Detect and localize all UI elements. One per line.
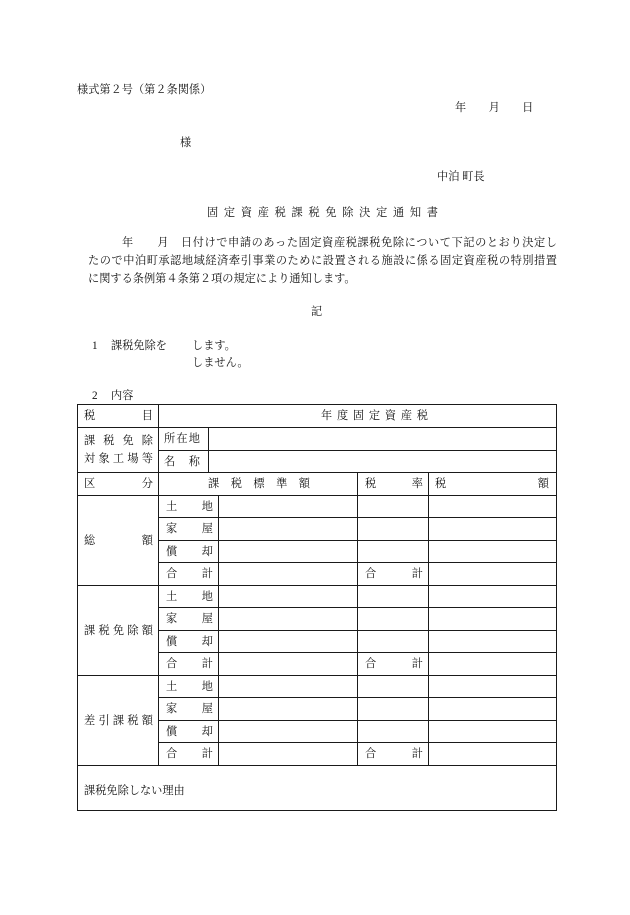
land-label: 土 地 <box>166 500 213 513</box>
location-row <box>78 428 557 451</box>
tax-rate-cell <box>358 586 429 608</box>
tax-base-cell <box>219 698 358 721</box>
target-factory-label-line-1: 課 税 免 除 <box>84 435 153 447</box>
body-line-1: 年 月 日付けで申請のあった固定資産税課税免除について下記のとおり決定し <box>122 237 557 249</box>
row-label-cell <box>159 631 219 653</box>
tax-rate-cell <box>358 653 429 676</box>
tax-base-cell <box>219 676 358 698</box>
issuer-name: 中泊 町長 <box>437 171 485 183</box>
tax-amount-cell <box>429 653 557 676</box>
target-factory-label-line-2: 対象工場等 <box>84 453 153 465</box>
name-label-cell <box>159 451 209 473</box>
tax-base-cell <box>219 653 358 676</box>
note-heading: 記 <box>311 306 323 318</box>
tax-rate-cell <box>358 608 429 631</box>
tax-base-cell <box>219 496 358 518</box>
reason-cell <box>78 766 557 811</box>
tax-base-cell <box>219 631 358 653</box>
tax-item-value: 年 度 固 定 資 産 税 <box>321 410 428 422</box>
body-text <box>88 234 557 288</box>
tax-amount-cell <box>429 496 557 518</box>
row-label-cell <box>159 676 219 698</box>
tax-amount-cell <box>429 698 557 721</box>
tax-rate-cell <box>358 541 429 563</box>
exemption-amount-land-row <box>78 586 557 608</box>
form-number-label: 様式第２号（第２条関係） <box>77 84 212 96</box>
tax-base-cell <box>219 541 358 563</box>
tax-rate-header: 税 率 <box>365 478 423 490</box>
item1-label: 課税免除を <box>111 340 167 352</box>
row-label-cell <box>159 518 219 541</box>
tax-base-cell <box>219 563 358 586</box>
item2-number: 2 <box>92 390 98 402</box>
body-line-2: たので中泊町承認地域経済牽引事業のために設置される施設に係る固定資産税の特別措置 <box>88 255 557 267</box>
tax-item-row <box>78 405 557 428</box>
category-header-cell <box>78 473 159 496</box>
row-label-cell <box>159 563 219 586</box>
content-table <box>77 404 557 811</box>
row-label-cell <box>159 496 219 518</box>
rate-total-label: 合 計 <box>365 568 423 580</box>
name-label: 名 称 <box>164 455 200 468</box>
tax-base-cell <box>219 608 358 631</box>
land-label: 土 地 <box>166 590 213 603</box>
house-label: 家 屋 <box>166 613 213 625</box>
header-row <box>78 473 557 496</box>
tax-rate-cell <box>358 631 429 653</box>
tax-amount-cell <box>429 586 557 608</box>
row-label-cell <box>159 653 219 676</box>
tax-amount-cell <box>429 541 557 563</box>
name-value-cell <box>209 451 557 473</box>
tax-base-cell <box>219 743 358 766</box>
tax-rate-cell <box>358 743 429 766</box>
row-label-cell <box>159 608 219 631</box>
item1-option-do-not: しません。 <box>192 357 249 369</box>
location-value-cell <box>209 428 557 451</box>
item1-option-do: します。 <box>192 340 236 352</box>
tax-amount-cell <box>429 743 557 766</box>
depreciable-assets-label: 償 却 <box>166 545 213 558</box>
tax-amount-cell <box>429 563 557 586</box>
rate-total-label: 合 計 <box>365 658 423 670</box>
total-amount-label-cell <box>78 496 159 586</box>
total-label: 合 計 <box>166 568 213 580</box>
net-taxable-amount-label-cell <box>78 676 159 766</box>
tax-rate-cell <box>358 676 429 698</box>
tax-item-label-cell <box>78 405 159 428</box>
addressee-suffix: 様 <box>180 137 192 149</box>
location-label-cell <box>159 428 209 451</box>
tax-rate-header-cell <box>358 473 429 496</box>
net-taxable-amount-label: 差引課税額 <box>84 714 153 727</box>
tax-amount-cell <box>429 631 557 653</box>
date-line: 年 月 日 <box>455 102 534 114</box>
tax-item-value-cell <box>159 405 557 428</box>
row-label-cell <box>159 586 219 608</box>
reason-row <box>78 766 557 811</box>
net-taxable-land-row <box>78 676 557 698</box>
tax-amount-header-cell <box>429 473 557 496</box>
tax-rate-cell <box>358 721 429 743</box>
tax-rate-cell <box>358 563 429 586</box>
exemption-amount-label: 課税免除額 <box>84 624 153 637</box>
tax-amount-header: 税 額 <box>435 478 549 490</box>
row-label-cell <box>159 721 219 743</box>
total-amount-label: 総 額 <box>84 534 153 547</box>
tax-amount-cell <box>429 721 557 743</box>
tax-base-cell <box>219 721 358 743</box>
item1-number: 1 <box>92 340 98 352</box>
row-label-cell <box>159 743 219 766</box>
body-line-3: に関する条例第４条第２項の規定により通知します。 <box>88 273 356 285</box>
document-title: 固 定 資 産 税 課 税 免 除 決 定 通 知 書 <box>207 207 438 219</box>
tax-rate-cell <box>358 518 429 541</box>
depreciable-assets-label: 償 却 <box>166 725 213 738</box>
house-label: 家 屋 <box>166 703 213 715</box>
target-factory-label-cell <box>78 428 159 473</box>
tax-base-cell <box>219 586 358 608</box>
tax-base-cell <box>219 518 358 541</box>
reason-label: 課税免除しない理由 <box>84 785 185 797</box>
total-label: 合 計 <box>166 748 213 760</box>
tax-base-header: 課 税 標 準 額 <box>208 478 310 490</box>
tax-amount-cell <box>429 608 557 631</box>
tax-base-header-cell <box>159 473 358 496</box>
rate-total-label: 合 計 <box>365 748 423 760</box>
tax-rate-cell <box>358 698 429 721</box>
total-amount-land-row <box>78 496 557 518</box>
total-label: 合 計 <box>166 658 213 670</box>
item2-label: 内容 <box>111 390 134 402</box>
row-label-cell <box>159 698 219 721</box>
tax-amount-cell <box>429 676 557 698</box>
tax-rate-cell <box>358 496 429 518</box>
tax-item-label: 税 目 <box>84 410 153 422</box>
location-label: 所在地 <box>164 433 200 445</box>
tax-amount-cell <box>429 518 557 541</box>
category-header: 区 分 <box>84 478 153 490</box>
land-label: 土 地 <box>166 680 213 693</box>
exemption-amount-label-cell <box>78 586 159 676</box>
house-label: 家 屋 <box>166 523 213 535</box>
row-label-cell <box>159 541 219 563</box>
depreciable-assets-label: 償 却 <box>166 635 213 648</box>
